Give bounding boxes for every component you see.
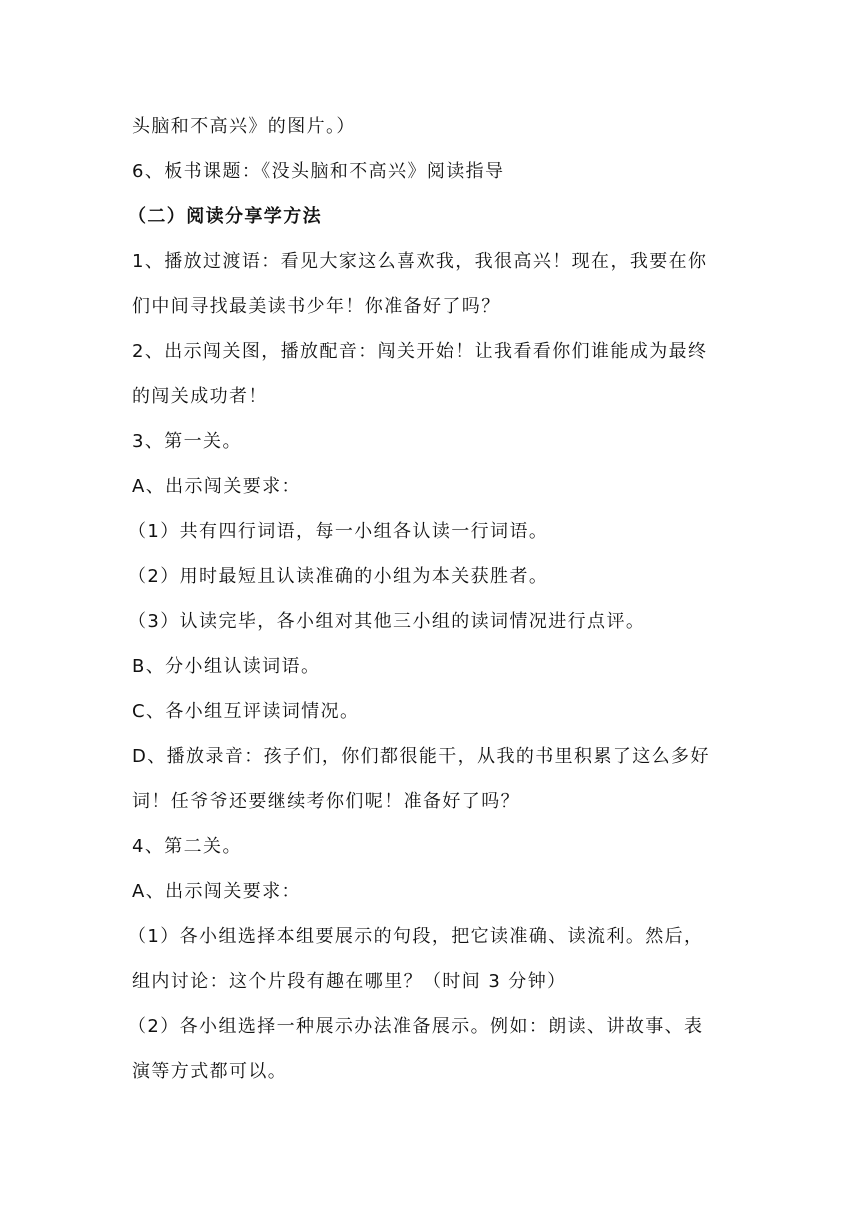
text-line-6: 2、出示闯关图，播放配音：闯关开始！让我看看你们谁能成为最终 [132,341,708,362]
text-line-20: 组内讨论：这个片段有趣在哪里？（时间 3 分钟） [132,971,567,992]
text-line-10: （1）共有四行词语，每一小组各认读一行词语。 [128,521,549,542]
text-line-5: 们中间寻找最美读书少年！你准备好了吗？ [132,296,501,317]
text-line-13: B、分小组认读词语。 [132,656,321,677]
section-heading: （二）阅读分享学方法 [128,206,322,227]
text-line-11: （2）用时最短且认读准确的小组为本关获胜者。 [128,566,549,587]
text-line-19: （1）各小组选择本组要展示的句段，把它读准确、读流利。然后， [128,926,704,947]
text-line-1: 头脑和不高兴》的图片。） [132,116,356,137]
text-line-18: A、出示闯关要求： [132,881,301,902]
text-line-21: （2）各小组选择一种展示办法准备展示。例如：朗读、讲故事、表 [128,1016,704,1037]
text-line-7: 的闯关成功者！ [132,386,268,407]
text-line-9: A、出示闯关要求： [132,476,301,497]
text-line-12: （3）认读完毕，各小组对其他三小组的读词情况进行点评。 [128,611,646,632]
text-line-15: D、播放录音：孩子们，你们都很能干，从我的书里积累了这么多好 [132,746,710,767]
text-line-4: 1、播放过渡语：看见大家这么喜欢我，我很高兴！现在，我要在你 [132,251,708,272]
text-line-2: 6、板书课题：《没头脑和不高兴》阅读指导 [132,161,505,182]
text-line-8: 3、第一关。 [132,431,242,452]
text-line-22: 演等方式都可以。 [132,1061,288,1082]
text-line-17: 4、第二关。 [132,836,242,857]
text-line-16: 词！任爷爷还要继续考你们呢！准备好了吗？ [132,791,520,812]
text-line-14: C、各小组互评读词情况。 [132,701,360,722]
